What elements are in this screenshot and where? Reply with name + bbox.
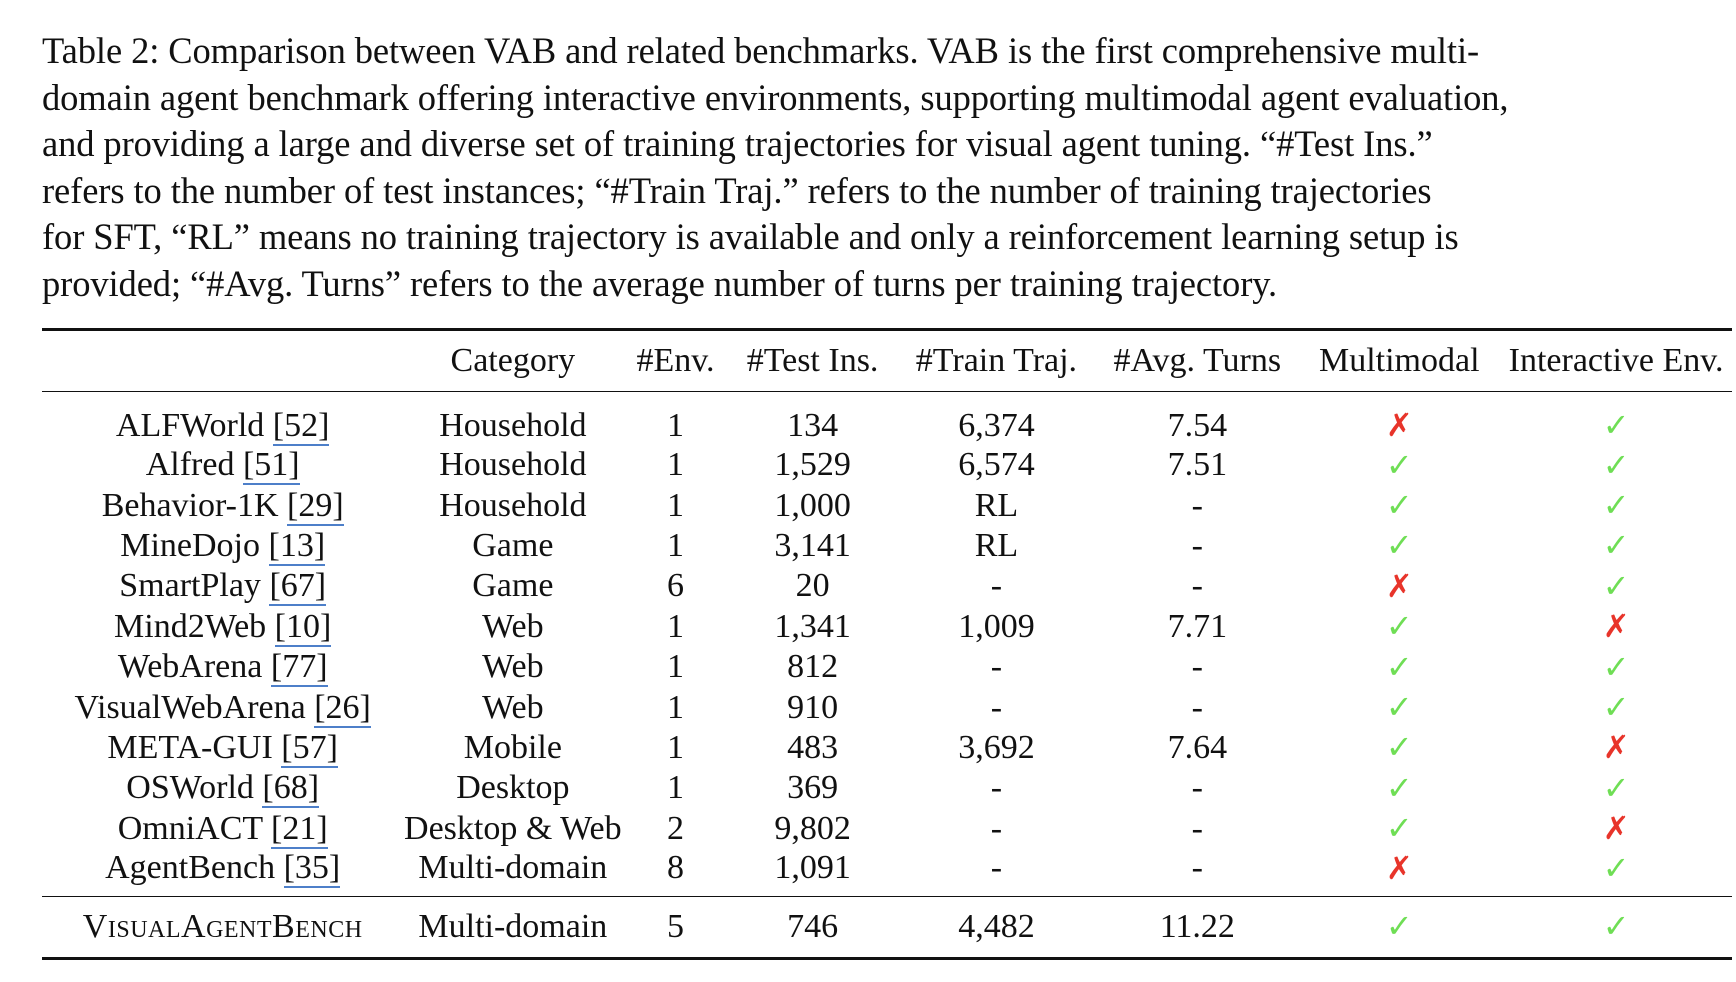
benchmark-name: SmartPlay xyxy=(119,567,261,605)
caption-line: provided; “#Avg. Turns” refers to the average number of turns per training trajectory. xyxy=(42,262,1278,304)
interactive-env-cell xyxy=(1500,809,1732,849)
citation-link[interactable]: [52] xyxy=(272,406,330,444)
multimodal-check-icon: ✓ xyxy=(1385,809,1413,848)
interactive-env-cell xyxy=(1500,607,1732,647)
citation-link[interactable]: [29] xyxy=(287,486,344,524)
header-cell-category: Category xyxy=(450,342,576,379)
env-cell: 1 xyxy=(666,728,684,766)
env-cell: 5 xyxy=(666,907,684,945)
avg-turns-cell: - xyxy=(1191,849,1203,887)
table-row xyxy=(42,392,1732,446)
citation-link[interactable]: [21] xyxy=(271,809,328,847)
category-cell: Web xyxy=(482,688,544,726)
multimodal-check-icon: ✓ xyxy=(1385,728,1413,767)
benchmark-name: MineDojo xyxy=(120,526,260,564)
header-cell-test-ins: #Test Ins. xyxy=(746,342,879,379)
avg-turns-cell: 7.51 xyxy=(1167,446,1228,484)
multimodal-cross-icon: ✗ xyxy=(1385,848,1413,887)
env-cell: 6 xyxy=(666,567,684,605)
table-row xyxy=(42,526,1732,566)
category-cell: Mobile xyxy=(463,728,562,766)
benchmark-name: Mind2Web xyxy=(114,607,267,645)
interactive-check-icon: ✓ xyxy=(1602,848,1630,887)
test-ins-cell: 1,000 xyxy=(774,486,851,524)
category-cell: Desktop & Web xyxy=(404,809,622,847)
multimodal-cell xyxy=(1298,647,1500,687)
env-cell: 1 xyxy=(666,446,684,484)
table-caption xyxy=(42,28,1736,307)
interactive-check-icon: ✓ xyxy=(1602,907,1630,946)
train-traj-cell: RL xyxy=(974,526,1019,564)
avg-turns-cell: 7.54 xyxy=(1167,406,1228,444)
benchmark-cell xyxy=(42,687,403,727)
category-cell: Household xyxy=(439,446,587,484)
train-traj-cell: - xyxy=(990,849,1003,887)
benchmark-cell xyxy=(42,768,403,808)
test-ins-cell: 134 xyxy=(787,406,839,444)
citation-link[interactable]: [57] xyxy=(281,728,338,766)
avg-turns-cell: - xyxy=(1191,809,1203,847)
multimodal-cell xyxy=(1298,566,1500,606)
header-cell-name xyxy=(42,330,403,392)
multimodal-cell xyxy=(1298,768,1500,808)
caption-line: Table 2: Comparison between VAB and related benchmarks. VAB is the first comprehensive multi- xyxy=(42,30,1480,71)
multimodal-cross-icon: ✗ xyxy=(1385,406,1413,444)
test-ins-cell: 1,529 xyxy=(774,446,851,484)
avg-turns-cell: 7.64 xyxy=(1167,728,1228,766)
benchmark-cell xyxy=(42,728,403,768)
multimodal-check-icon: ✓ xyxy=(1385,486,1413,525)
category-cell: Desktop xyxy=(456,769,570,807)
category-cell: Web xyxy=(482,648,544,686)
train-traj-cell: RL xyxy=(974,486,1019,524)
test-ins-cell: 483 xyxy=(787,728,839,766)
interactive-env-cell xyxy=(1500,768,1732,808)
interactive-cross-icon: ✗ xyxy=(1602,809,1630,848)
table-row xyxy=(42,485,1732,525)
citation-link[interactable]: [77] xyxy=(270,648,328,686)
header-row xyxy=(42,330,1732,392)
table-row xyxy=(42,768,1732,808)
table-row xyxy=(42,607,1732,647)
train-traj-cell: - xyxy=(990,769,1003,807)
category-cell: Multi-domain xyxy=(418,849,608,887)
header-cell-multimodal: Multimodal xyxy=(1318,342,1480,379)
multimodal-cell xyxy=(1298,526,1500,566)
benchmark-cell xyxy=(42,849,403,897)
test-ins-cell: 1,341 xyxy=(774,607,851,645)
table-row xyxy=(42,809,1732,849)
benchmark-name: AgentBench xyxy=(105,849,276,887)
header-cell-interactive-env: Interactive Env. xyxy=(1508,342,1724,379)
env-cell: 1 xyxy=(666,688,684,726)
test-ins-cell: 369 xyxy=(787,769,839,807)
benchmark-name: META-GUI xyxy=(107,728,273,766)
benchmark-name: VisualAgentBench xyxy=(82,907,363,945)
test-ins-cell: 20 xyxy=(795,567,830,605)
env-cell: 1 xyxy=(666,526,684,564)
avg-turns-cell: - xyxy=(1191,688,1203,726)
env-cell: 1 xyxy=(666,406,684,444)
interactive-check-icon: ✓ xyxy=(1602,406,1630,444)
benchmark-name: ALFWorld xyxy=(115,406,265,444)
avg-turns-cell: - xyxy=(1191,648,1203,686)
benchmark-name: Alfred xyxy=(145,446,235,484)
env-cell: 1 xyxy=(666,486,684,524)
multimodal-cell xyxy=(1298,849,1500,897)
table-row xyxy=(42,647,1732,687)
benchmark-cell xyxy=(42,607,403,647)
interactive-env-cell xyxy=(1500,566,1732,606)
benchmark-name: WebArena xyxy=(117,648,263,686)
test-ins-cell: 9,802 xyxy=(774,809,851,847)
multimodal-cell xyxy=(1298,392,1500,446)
header-cell-env: #Env. xyxy=(636,342,715,379)
citation-link[interactable]: [26] xyxy=(314,688,371,726)
env-cell: 1 xyxy=(666,648,684,686)
env-cell: 1 xyxy=(666,607,684,645)
table-row xyxy=(42,849,1732,897)
citation-link[interactable]: [51] xyxy=(242,446,300,484)
env-cell: 2 xyxy=(666,809,684,847)
citation-link[interactable]: [10] xyxy=(274,607,332,645)
multimodal-cell xyxy=(1298,687,1500,727)
category-cell: Household xyxy=(439,406,587,444)
citation-link[interactable]: [67] xyxy=(269,567,327,605)
header-cell-train-traj: #Train Traj. xyxy=(915,342,1078,379)
train-traj-cell: - xyxy=(990,809,1003,847)
multimodal-check-icon: ✓ xyxy=(1385,607,1413,646)
avg-turns-cell: 11.22 xyxy=(1159,907,1235,945)
multimodal-cell xyxy=(1298,485,1500,525)
category-cell: Game xyxy=(472,526,554,564)
interactive-env-cell xyxy=(1500,728,1732,768)
table-row xyxy=(42,566,1732,606)
multimodal-check-icon: ✓ xyxy=(1385,526,1413,565)
citation-link[interactable]: [68] xyxy=(262,769,320,807)
test-ins-cell: 910 xyxy=(787,688,839,726)
interactive-env-cell xyxy=(1500,445,1732,485)
interactive-env-cell xyxy=(1500,849,1732,897)
caption-line: for SFT, “RL” means no training trajectory is available and only a reinforcement learning setup is xyxy=(42,216,1459,257)
interactive-check-icon: ✓ xyxy=(1602,768,1630,807)
avg-turns-cell: - xyxy=(1191,769,1203,807)
env-cell: 8 xyxy=(666,849,684,887)
multimodal-cell xyxy=(1298,445,1500,485)
benchmark-cell xyxy=(42,392,403,446)
interactive-env-cell xyxy=(1500,647,1732,687)
interactive-check-icon: ✓ xyxy=(1602,486,1630,525)
test-ins-cell: 746 xyxy=(787,907,839,945)
table-row xyxy=(42,728,1732,768)
multimodal-check-icon: ✓ xyxy=(1385,907,1413,946)
interactive-env-cell xyxy=(1500,687,1732,727)
env-cell: 1 xyxy=(666,769,684,807)
interactive-check-icon: ✓ xyxy=(1602,647,1630,686)
test-ins-cell: 3,141 xyxy=(774,526,851,564)
test-ins-cell: 1,091 xyxy=(774,849,851,887)
test-ins-cell: 812 xyxy=(787,648,839,686)
caption-line: domain agent benchmark offering interactive environments, supporting multimodal agent evaluation, xyxy=(42,76,1509,118)
citation-link[interactable]: [35] xyxy=(283,849,341,887)
benchmark-name: Behavior-1K xyxy=(101,486,279,524)
caption-line: and providing a large and diverse set of training trajectories for visual agent tuning. “#Test Ins.” xyxy=(42,123,1433,164)
comparison-table xyxy=(42,328,1732,960)
multimodal-cross-icon: ✗ xyxy=(1385,566,1413,605)
avg-turns-cell: - xyxy=(1191,486,1203,524)
avg-turns-cell: - xyxy=(1191,567,1203,605)
category-cell: Multi-domain xyxy=(418,907,608,945)
multimodal-cell xyxy=(1298,728,1500,768)
benchmark-cell xyxy=(42,526,403,566)
benchmark-cell xyxy=(42,809,403,849)
interactive-cross-icon: ✗ xyxy=(1602,728,1630,767)
interactive-check-icon: ✓ xyxy=(1602,445,1630,484)
category-cell: Household xyxy=(439,486,587,524)
caption-line: refers to the number of test instances; “#Train Traj.” refers to the number of training trajectories xyxy=(42,169,1432,211)
train-traj-cell: - xyxy=(990,648,1003,686)
header-cell-avg-turns: #Avg. Turns xyxy=(1113,342,1282,379)
benchmark-name: OSWorld xyxy=(126,769,254,807)
benchmark-cell xyxy=(42,647,403,687)
avg-turns-cell: 7.71 xyxy=(1167,607,1228,645)
train-traj-cell: 1,009 xyxy=(958,607,1035,645)
multimodal-cell xyxy=(1298,896,1500,958)
interactive-env-cell xyxy=(1500,485,1732,525)
benchmark-cell xyxy=(42,485,403,525)
table-row xyxy=(42,687,1732,727)
train-traj-cell: 6,574 xyxy=(958,446,1035,484)
train-traj-cell: - xyxy=(990,567,1003,605)
table-row xyxy=(42,445,1732,485)
avg-turns-cell: - xyxy=(1191,526,1203,564)
multimodal-check-icon: ✓ xyxy=(1385,445,1413,484)
multimodal-cell xyxy=(1298,809,1500,849)
table-body xyxy=(42,392,1732,897)
train-traj-cell: 4,482 xyxy=(958,907,1035,945)
benchmark-cell xyxy=(42,445,403,485)
citation-link[interactable]: [13] xyxy=(268,526,326,564)
multimodal-cell xyxy=(1298,607,1500,647)
table-row-final xyxy=(42,896,1732,958)
category-cell: Web xyxy=(482,607,544,645)
train-traj-cell: - xyxy=(990,688,1003,726)
train-traj-cell: 3,692 xyxy=(958,728,1035,766)
interactive-env-cell xyxy=(1500,526,1732,566)
interactive-env-cell xyxy=(1500,392,1732,446)
category-cell: Game xyxy=(472,567,554,605)
benchmark-name: OmniACT xyxy=(117,809,263,847)
interactive-check-icon: ✓ xyxy=(1602,566,1630,605)
train-traj-cell: 6,374 xyxy=(958,406,1035,444)
interactive-check-icon: ✓ xyxy=(1602,688,1630,727)
multimodal-check-icon: ✓ xyxy=(1385,688,1413,727)
multimodal-check-icon: ✓ xyxy=(1385,647,1413,686)
interactive-env-cell xyxy=(1500,896,1732,958)
interactive-check-icon: ✓ xyxy=(1602,526,1630,565)
multimodal-check-icon: ✓ xyxy=(1385,768,1413,807)
benchmark-name: VisualWebArena xyxy=(74,688,306,726)
benchmark-cell xyxy=(42,566,403,606)
interactive-cross-icon: ✗ xyxy=(1602,607,1630,646)
